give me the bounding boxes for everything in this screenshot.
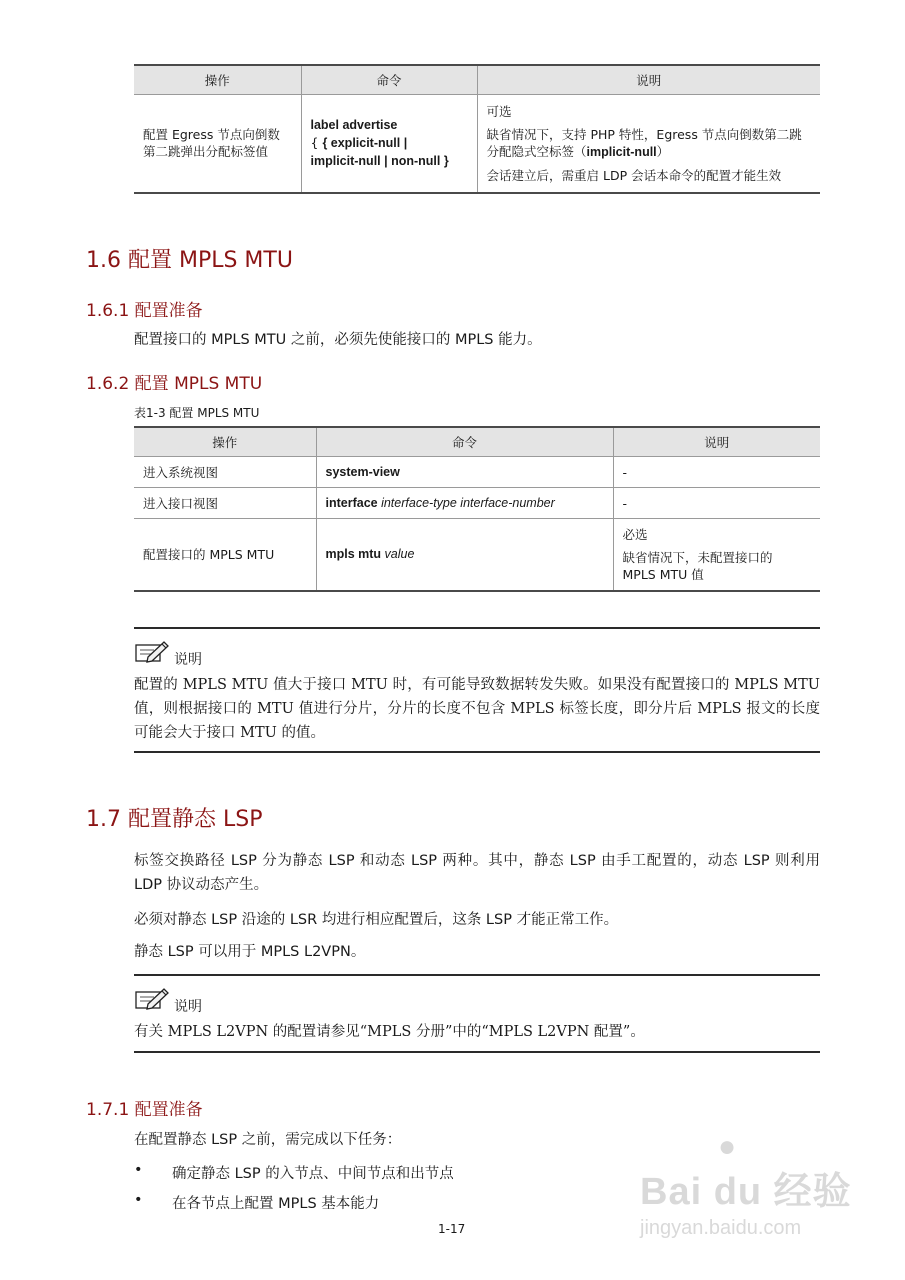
paragraph-l2vpn: 静态 LSP 可以用于 MPLS L2VPN。	[134, 944, 366, 960]
cmd-option: { { explicit-null |	[310, 135, 408, 151]
list-item-text: 在各节点上配置 MPLS 基本能力	[172, 1196, 380, 1212]
note-pencil-icon	[134, 639, 170, 669]
paragraph-lsp-types: 标签交换路径 LSP 分为静态 LSP 和动态 LSP 两种。其中，静态 LSP 由手工配置的，动态 LSP 则利用 LDP 协议动态产生。	[134, 853, 820, 893]
row-operation: 配置接口的 MPLS MTU	[134, 519, 316, 591]
note-label: 说明	[174, 999, 202, 1015]
list-item-text: 确定静态 LSP 的入节点、中间节点和出节点	[172, 1166, 454, 1182]
cmd-arg: interface-type interface-number	[377, 496, 555, 510]
cmd-arg: value	[381, 547, 415, 562]
col-description-header: 说明	[613, 427, 820, 457]
table-row	[134, 519, 820, 591]
row-description	[613, 519, 820, 591]
bullet-dot: •	[134, 1162, 143, 1178]
note-text: 配置的 MPLS MTU 值大于接口 MTU 时，有可能导致数据转发失败。如果没有配置接口的 MPLS MTU 值，则根据接口的 MTU 值进行分片，分片的长度不包含 MPLS 标签长度，即分片后 MPLS 报文的长度可能会大于接口 MTU 的值。	[134, 677, 820, 741]
col-command-header: 命令	[301, 65, 477, 95]
table-mpls-mtu	[134, 426, 820, 592]
table-row	[134, 488, 820, 519]
row-operation: 配置 Egress 节点向倒数第二跳弹出分配标签值	[134, 95, 301, 193]
paragraph-prep: 配置接口的 MPLS MTU 之前，必须先使能接口的 MPLS 能力。	[134, 332, 542, 348]
row-description: -	[613, 457, 820, 488]
section-title-1-6: 1.6 配置 MPLS MTU	[86, 248, 293, 273]
bullet-dot: •	[134, 1192, 143, 1208]
page-number: 1-17	[438, 1222, 466, 1236]
cmd-keyword: interface	[325, 496, 378, 510]
subsection-title-1-7-1: 1.7.1 配置准备	[86, 1100, 203, 1120]
table-header-row	[134, 427, 820, 457]
baidu-paw-icon: ●	[718, 1130, 738, 1163]
table-row	[134, 457, 820, 488]
baidu-watermark	[640, 1130, 880, 1240]
col-description-header: 说明	[477, 65, 820, 95]
row-command	[301, 95, 477, 193]
section-title-1-7: 1.7 配置静态 LSP	[86, 807, 263, 832]
desc-default-text: 缺省情况下，支持 PHP 特性，Egress 节点向倒数第二跳分配隐式空标签（	[486, 126, 802, 159]
watermark-url: jingyan.baidu.com	[640, 1217, 802, 1239]
col-operation-header: 操作	[134, 427, 316, 457]
row-operation: 进入系统视图	[134, 457, 316, 488]
paragraph-lsr-config: 必须对静态 LSP 沿途的 LSR 均进行相应配置后，这条 LSP 才能正常工作。	[134, 912, 619, 928]
note-box-mtu	[134, 627, 820, 753]
row-operation: 进入接口视图	[134, 488, 316, 519]
desc-required: 必选	[622, 526, 648, 542]
desc-default	[487, 126, 812, 161]
cmd-keyword: system-view	[325, 465, 400, 479]
col-command-header: 命令	[316, 427, 613, 457]
subsection-title-1-6-1: 1.6.1 配置准备	[86, 301, 203, 321]
row-description: -	[613, 488, 820, 519]
desc-default-cont: MPLS MTU 值	[622, 566, 704, 582]
desc-default-close: ）	[656, 143, 670, 159]
row-command	[316, 488, 613, 519]
note-label: 说明	[174, 652, 202, 668]
cmd-keyword: mpls mtu	[325, 547, 382, 562]
note-pencil-icon	[134, 986, 170, 1016]
desc-restart: 会话建立后，需重启 LDP 会话本命令的配置才能生效	[486, 167, 782, 183]
col-operation-header: 操作	[134, 65, 301, 95]
paragraph-prep-tasks: 在配置静态 LSP 之前，需完成以下任务：	[134, 1132, 402, 1148]
cmd-option-2: implicit-null | non-null }	[310, 154, 449, 169]
subsection-title-1-6-2: 1.6.2 配置 MPLS MTU	[86, 374, 263, 394]
desc-optional: 可选	[486, 103, 512, 119]
row-description	[477, 95, 820, 193]
cmd-explicit-null: { explicit-null |	[322, 136, 408, 151]
desc-default-keyword: implicit-null	[586, 144, 657, 159]
watermark-brand: ● Bai du 经验	[640, 1130, 852, 1213]
note-text: 有关 MPLS L2VPN 的配置请参见“MPLS 分册”中的“MPLS L2VPN 配置”。	[134, 1024, 645, 1040]
table-header-row	[134, 65, 820, 95]
table-row	[134, 95, 820, 193]
note-box-l2vpn	[134, 974, 820, 1053]
row-command	[316, 457, 613, 488]
desc-default: 缺省情况下，未配置接口的	[622, 549, 773, 565]
cmd-keyword: label advertise	[310, 118, 398, 133]
row-command	[316, 519, 613, 591]
table-egress	[134, 64, 820, 194]
table-caption: 表1-3 配置 MPLS MTU	[134, 406, 260, 420]
